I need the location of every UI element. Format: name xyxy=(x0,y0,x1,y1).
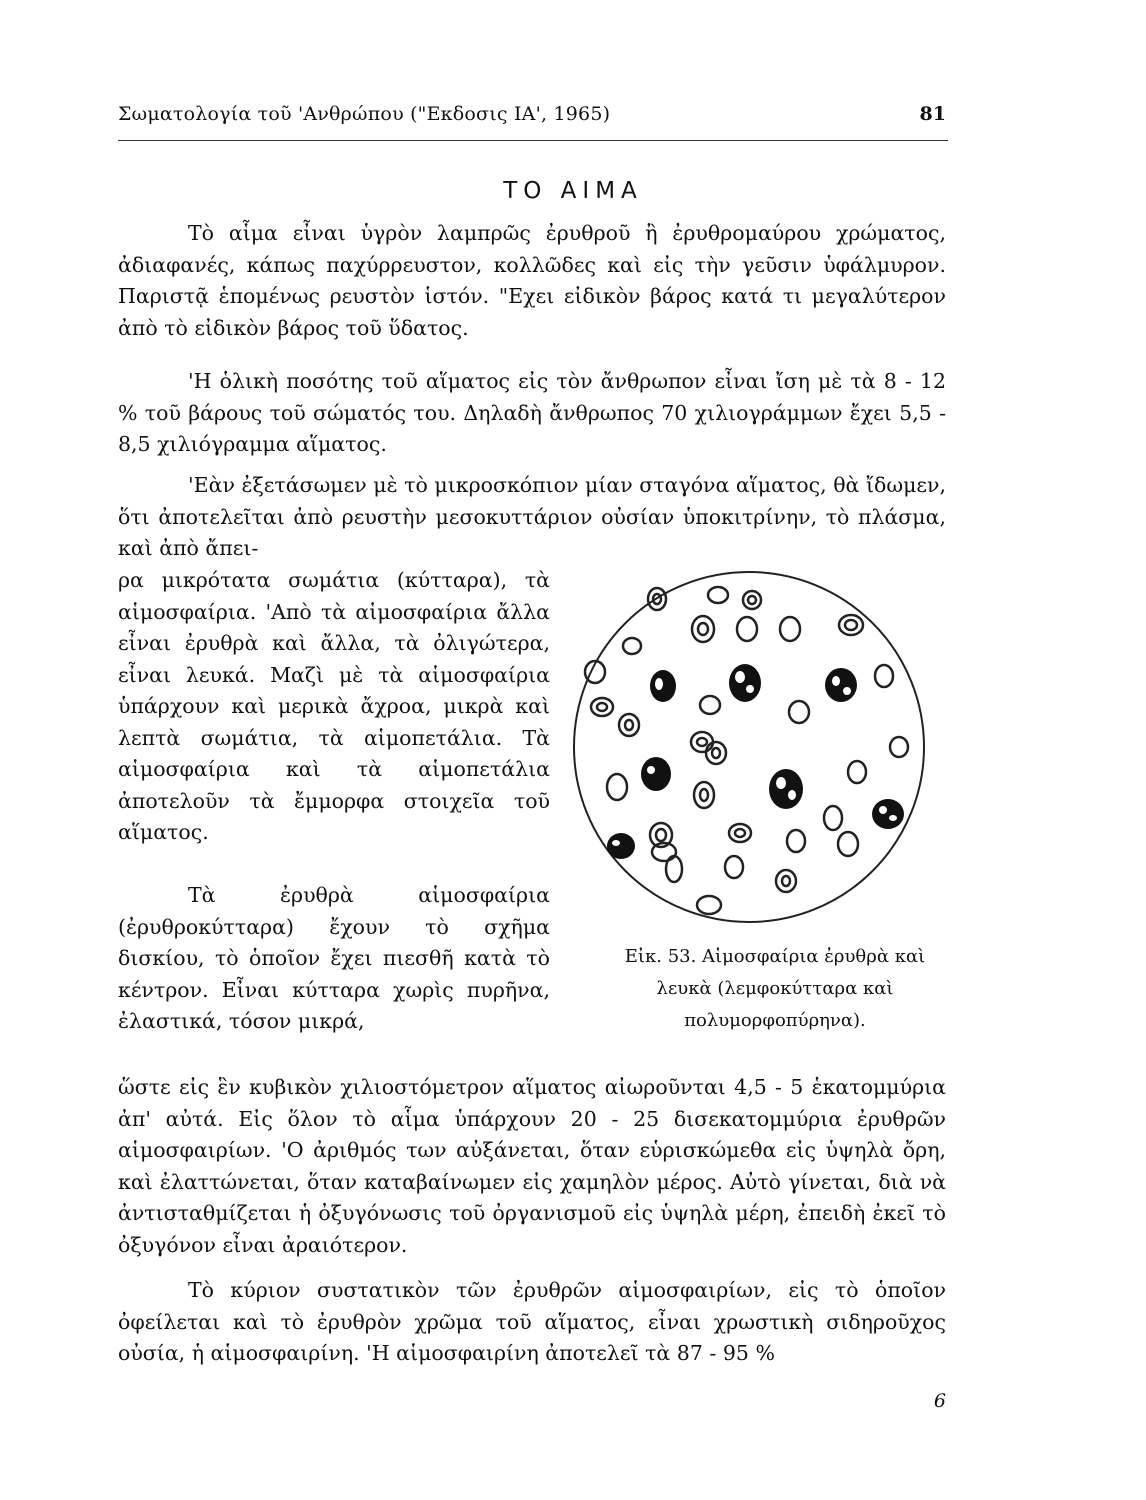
running-header xyxy=(118,103,946,133)
header-rule xyxy=(118,140,948,141)
paragraph-3b: ρα μικρότατα σωμάτια (κύτταρα), τὰ αἱμοσφαίρια. 'Απὸ τὰ αἱμοσφαίρια ἄλλα εἶναι ἐρυθρὰ καὶ ἄλλα, τὰ ὀλιγώτερα, εἶναι λευκά. Μαζὶ μὲ τὰ αἱμοσφαίρια ὑπάρχουν καὶ μερικὰ ἄχροα, μικρὰ καὶ λεπτὰ σωμάτια, τὰ αἱμοπετάλια. Τὰ αἱμοσφαίρια καὶ τὰ αἱμοπετάλια ἀποτελοῦν τὰ ἔμμορφα στοιχεῖα τοῦ αἵματος. xyxy=(118,568,550,844)
page-number: 81 xyxy=(919,103,946,125)
paragraph-2: 'Η ὁλικὴ ποσότης τοῦ αἵματος εἰς τὸν ἄνθρωπον εἶναι ἴση μὲ τὰ 8 - 12 % τοῦ βάρους τοῦ σώματός του. Δηλαδὴ ἄνθρωπος 70 χιλιογράμμων ἔχει 5,5 - 8,5 χιλιόγραμμα αἵματος. xyxy=(118,369,946,456)
chapter-title: ΤΟ ΑΙΜΑ xyxy=(503,178,643,204)
figure-caption: Εἰκ. 53. Αἱμοσφαίρια ἐρυθρὰ καὶ λευκὰ (λεμφοκύτταρα καὶ πολυμορφοπύρηνα). xyxy=(624,946,926,1031)
paragraph-4b: ὥστε εἰς ἓν κυβικὸν χιλιοστόμετρον αἵματος αἰωροῦνται 4,5 - 5 ἑκατομμύρια ἀπ' αὐτά. Εἰς ὅλον τὸ αἷμα ὑπάρχουν 20 - 25 δισεκατομμύρια ἐρυθρῶν αἱμοσφαιρίων. 'Ο ἀριθμός των αὐξάνεται, ὅταν εὑρισκώμεθα εἰς ὑψηλὰ ὄρη, καὶ ἐλαττώνεται, ὅταν καταβαίνωμεν εἰς χαμηλὸν μέρος. Αὐτὸ γίνεται, διὰ νὰ ἀντισταθμίζεται ἡ ὀξυγόνωσις τοῦ ὀργανισμοῦ εἰς ὑψηλὰ μέρη, ἐπειδὴ ἐκεῖ τὸ ὀξυγόνον εἶναι ἀραιότερον. xyxy=(118,1075,946,1257)
paragraph-3a: 'Εὰν ἐξετάσωμεν μὲ τὸ μικροσκόπιον μίαν σταγόνα αἵματος, θὰ ἴδωμεν, ὅτι ἀποτελεῖται ἀπὸ ρευστὴν μεσοκυττάριον οὐσίαν ὑποκιτρίνην, τὸ πλάσμα, καὶ ἀπὸ ἄπει- xyxy=(118,473,946,560)
paragraph-1: Τὸ αἷμα εἶναι ὑγρὸν λαμπρῶς ἐρυθροῦ ἢ ἐρυθρομαύρου χρώματος, ἀδιαφανές, κάπως παχύρρευστον, κολλῶδες καὶ εἰς τὴν γεῦσιν ὑφάλμυρον. Παριστᾷ ἑπομένως ρευστὸν ἱστόν. "Εχει εἰδικὸν βάρος κατά τι μεγαλύτερον ἀπὸ τὸ εἰδικὸν βάρος τοῦ ὕδατος. xyxy=(118,221,946,340)
signature-mark: 6 xyxy=(933,1390,946,1412)
paragraph-4a: Τὰ ἐρυθρὰ αἱμοσφαίρια (ἐρυθροκύτταρα) ἔχουν τὸ σχῆμα δισκίου, τὸ ὁποῖον ἔχει πιεσθῆ κατὰ τὸ κέντρον. Εἶναι κύτταρα χωρὶς πυρῆνα, ἐλαστικά, τόσον μικρά, xyxy=(118,883,550,1033)
blood-cells-figure xyxy=(556,563,941,939)
running-title: Σωματολογία τοῦ 'Ανθρώπου ("Εκδοσις ΙΑ', 1965) xyxy=(118,103,611,125)
paragraph-5: Τὸ κύριον συστατικὸν τῶν ἐρυθρῶν αἱμοσφαιρίων, εἰς τὸ ὁποῖον ὀφείλεται καὶ τὸ ἐρυθρὸν χρῶμα τοῦ αἵματος, εἶναι χρωστικὴ σιδηροῦχος οὐσία, ἡ αἱμοσφαιρίνη. 'Η αἱμοσφαιρίνη ἀποτελεῖ τὰ 87 - 95 % xyxy=(118,1278,946,1365)
